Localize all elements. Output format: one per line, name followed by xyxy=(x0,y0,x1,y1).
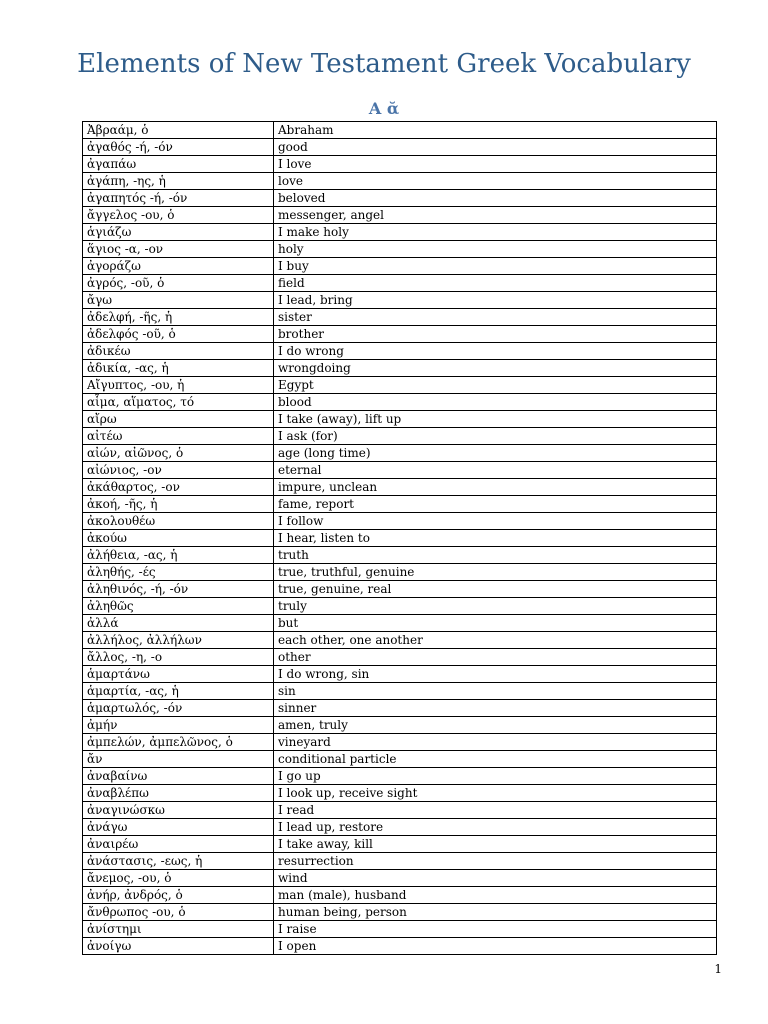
english-gloss-cell: true, truthful, genuine xyxy=(274,564,717,581)
greek-term-cell: ἀκάθαρτος, -ον xyxy=(83,479,274,496)
greek-term-cell: ἀγαπητός -ή, -όν xyxy=(83,190,274,207)
english-gloss-cell: holy xyxy=(274,241,717,258)
english-gloss-cell: I do wrong xyxy=(274,343,717,360)
table-row xyxy=(83,547,717,564)
table-row xyxy=(83,224,717,241)
table-row xyxy=(83,700,717,717)
table-row xyxy=(83,785,717,802)
english-gloss-cell: sinner xyxy=(274,700,717,717)
greek-term-cell: ἀληθής, -ές xyxy=(83,564,274,581)
greek-term-cell: ἀμπελών, ἀμπελῶνος, ὁ xyxy=(83,734,274,751)
greek-term-cell: ἁγιάζω xyxy=(83,224,274,241)
table-row xyxy=(83,819,717,836)
greek-term-cell: Αἴγυπτος, -ου, ἡ xyxy=(83,377,274,394)
table-row xyxy=(83,853,717,870)
english-gloss-cell: brother xyxy=(274,326,717,343)
english-gloss-cell: I make holy xyxy=(274,224,717,241)
table-row xyxy=(83,683,717,700)
table-row xyxy=(83,275,717,292)
table-row xyxy=(83,581,717,598)
english-gloss-cell: true, genuine, real xyxy=(274,581,717,598)
english-gloss-cell: fame, report xyxy=(274,496,717,513)
table-row xyxy=(83,394,717,411)
greek-term-cell: ἀγαπάω xyxy=(83,156,274,173)
table-row xyxy=(83,173,717,190)
english-gloss-cell: I lead up, restore xyxy=(274,819,717,836)
english-gloss-cell: I ask (for) xyxy=(274,428,717,445)
section-heading: Α ᾰ xyxy=(368,99,400,118)
english-gloss-cell: truth xyxy=(274,547,717,564)
greek-term-cell: ἀλλά xyxy=(83,615,274,632)
table-row xyxy=(83,564,717,581)
english-gloss-cell: age (long time) xyxy=(274,445,717,462)
english-gloss-cell: I follow xyxy=(274,513,717,530)
english-gloss-cell: wind xyxy=(274,870,717,887)
english-gloss-cell: field xyxy=(274,275,717,292)
greek-term-cell: αἴρω xyxy=(83,411,274,428)
table-row xyxy=(83,445,717,462)
english-gloss-cell: resurrection xyxy=(274,853,717,870)
english-gloss-cell: sin xyxy=(274,683,717,700)
greek-term-cell: αἰώνιος, -ον xyxy=(83,462,274,479)
table-row xyxy=(83,649,717,666)
greek-term-cell: ἄλλος, -η, -ο xyxy=(83,649,274,666)
english-gloss-cell: I lead, bring xyxy=(274,292,717,309)
greek-term-cell: Ἀβραάμ, ὁ xyxy=(83,122,274,139)
english-gloss-cell: I hear, listen to xyxy=(274,530,717,547)
greek-term-cell: ἀγαθός -ή, -όν xyxy=(83,139,274,156)
table-row xyxy=(83,615,717,632)
english-gloss-cell: I raise xyxy=(274,921,717,938)
table-row xyxy=(83,836,717,853)
greek-term-cell: ἀγρός, -οῦ, ὁ xyxy=(83,275,274,292)
table-row xyxy=(83,938,717,955)
greek-term-cell: ἀληθινός, -ή, -όν xyxy=(83,581,274,598)
vocabulary-table-body xyxy=(83,122,717,955)
english-gloss-cell: human being, person xyxy=(274,904,717,921)
english-gloss-cell: beloved xyxy=(274,190,717,207)
table-row xyxy=(83,258,717,275)
table-row xyxy=(83,904,717,921)
greek-term-cell: αἰτέω xyxy=(83,428,274,445)
greek-term-cell: ἁμαρτία, -ας, ἡ xyxy=(83,683,274,700)
english-gloss-cell: messenger, angel xyxy=(274,207,717,224)
table-row xyxy=(83,207,717,224)
greek-term-cell: ἀναβλέπω xyxy=(83,785,274,802)
table-row xyxy=(83,768,717,785)
table-row xyxy=(83,598,717,615)
greek-term-cell: ἄγγελος -ου, ὁ xyxy=(83,207,274,224)
english-gloss-cell: I take away, kill xyxy=(274,836,717,853)
english-gloss-cell: I buy xyxy=(274,258,717,275)
greek-term-cell: ἁμαρτάνω xyxy=(83,666,274,683)
english-gloss-cell: impure, unclean xyxy=(274,479,717,496)
greek-term-cell: ἀδελφός -οῦ, ὁ xyxy=(83,326,274,343)
greek-term-cell: ἄνεμος, -ου, ὁ xyxy=(83,870,274,887)
table-row xyxy=(83,241,717,258)
table-row xyxy=(83,496,717,513)
greek-term-cell: ἀνοίγω xyxy=(83,938,274,955)
greek-term-cell: ἀγάπη, -ης, ἡ xyxy=(83,173,274,190)
table-row xyxy=(83,343,717,360)
greek-term-cell: ἀνίστημι xyxy=(83,921,274,938)
table-row xyxy=(83,513,717,530)
english-gloss-cell: Egypt xyxy=(274,377,717,394)
table-row xyxy=(83,190,717,207)
greek-term-cell: ἄνθρωπος -ου, ὁ xyxy=(83,904,274,921)
table-row xyxy=(83,870,717,887)
vocabulary-table xyxy=(82,121,717,955)
greek-term-cell: ἁμαρτωλός, -όν xyxy=(83,700,274,717)
table-row xyxy=(83,717,717,734)
english-gloss-cell: eternal xyxy=(274,462,717,479)
english-gloss-cell: Abraham xyxy=(274,122,717,139)
table-row xyxy=(83,156,717,173)
english-gloss-cell: I go up xyxy=(274,768,717,785)
page-number: 1 xyxy=(714,962,722,976)
greek-term-cell: ἀνάστασις, -εως, ἡ xyxy=(83,853,274,870)
table-row xyxy=(83,751,717,768)
greek-term-cell: ἀγοράζω xyxy=(83,258,274,275)
english-gloss-cell: I do wrong, sin xyxy=(274,666,717,683)
english-gloss-cell: truly xyxy=(274,598,717,615)
table-row xyxy=(83,292,717,309)
greek-term-cell: ἀδελφή, -ῆς, ἡ xyxy=(83,309,274,326)
english-gloss-cell: good xyxy=(274,139,717,156)
english-gloss-cell: I open xyxy=(274,938,717,955)
english-gloss-cell: but xyxy=(274,615,717,632)
table-row xyxy=(83,921,717,938)
english-gloss-cell: I take (away), lift up xyxy=(274,411,717,428)
english-gloss-cell: I read xyxy=(274,802,717,819)
english-gloss-cell: blood xyxy=(274,394,717,411)
table-row xyxy=(83,428,717,445)
greek-term-cell: ἀλήθεια, -ας, ἡ xyxy=(83,547,274,564)
greek-term-cell: ἀναγινώσκω xyxy=(83,802,274,819)
table-row xyxy=(83,139,717,156)
greek-term-cell: ἀδικία, -ας, ἡ xyxy=(83,360,274,377)
table-row xyxy=(83,309,717,326)
greek-term-cell: ἀλλήλος, ἀλλήλων xyxy=(83,632,274,649)
greek-term-cell: ἅγιος -α, -ον xyxy=(83,241,274,258)
english-gloss-cell: amen, truly xyxy=(274,717,717,734)
table-row xyxy=(83,377,717,394)
table-row xyxy=(83,802,717,819)
english-gloss-cell: vineyard xyxy=(274,734,717,751)
english-gloss-cell: man (male), husband xyxy=(274,887,717,904)
table-row xyxy=(83,411,717,428)
greek-term-cell: ἀκολουθέω xyxy=(83,513,274,530)
table-row xyxy=(83,734,717,751)
greek-term-cell: ἄν xyxy=(83,751,274,768)
greek-term-cell: αἰών, αἰῶνος, ὁ xyxy=(83,445,274,462)
table-row xyxy=(83,887,717,904)
table-row xyxy=(83,632,717,649)
english-gloss-cell: I love xyxy=(274,156,717,173)
greek-term-cell: ἀναιρέω xyxy=(83,836,274,853)
greek-term-cell: ἀληθῶς xyxy=(83,598,274,615)
table-row xyxy=(83,122,717,139)
greek-term-cell: αἷμα, αἵματος, τό xyxy=(83,394,274,411)
greek-term-cell: ἄγω xyxy=(83,292,274,309)
greek-term-cell: ἀκούω xyxy=(83,530,274,547)
english-gloss-cell: sister xyxy=(274,309,717,326)
greek-term-cell: ἀνήρ, ἀνδρός, ὁ xyxy=(83,887,274,904)
table-row xyxy=(83,666,717,683)
greek-term-cell: ἀναβαίνω xyxy=(83,768,274,785)
english-gloss-cell: wrongdoing xyxy=(274,360,717,377)
table-row xyxy=(83,360,717,377)
greek-term-cell: ἀκοή, -ῆς, ἡ xyxy=(83,496,274,513)
english-gloss-cell: love xyxy=(274,173,717,190)
table-row xyxy=(83,479,717,496)
table-row xyxy=(83,530,717,547)
english-gloss-cell: each other, one another xyxy=(274,632,717,649)
english-gloss-cell: I look up, receive sight xyxy=(274,785,717,802)
greek-term-cell: ἀδικέω xyxy=(83,343,274,360)
english-gloss-cell: conditional particle xyxy=(274,751,717,768)
greek-term-cell: ἀνάγω xyxy=(83,819,274,836)
document-title: Elements of New Testament Greek Vocabulary xyxy=(77,49,691,79)
english-gloss-cell: other xyxy=(274,649,717,666)
greek-term-cell: ἀμήν xyxy=(83,717,274,734)
table-row xyxy=(83,326,717,343)
table-row xyxy=(83,462,717,479)
